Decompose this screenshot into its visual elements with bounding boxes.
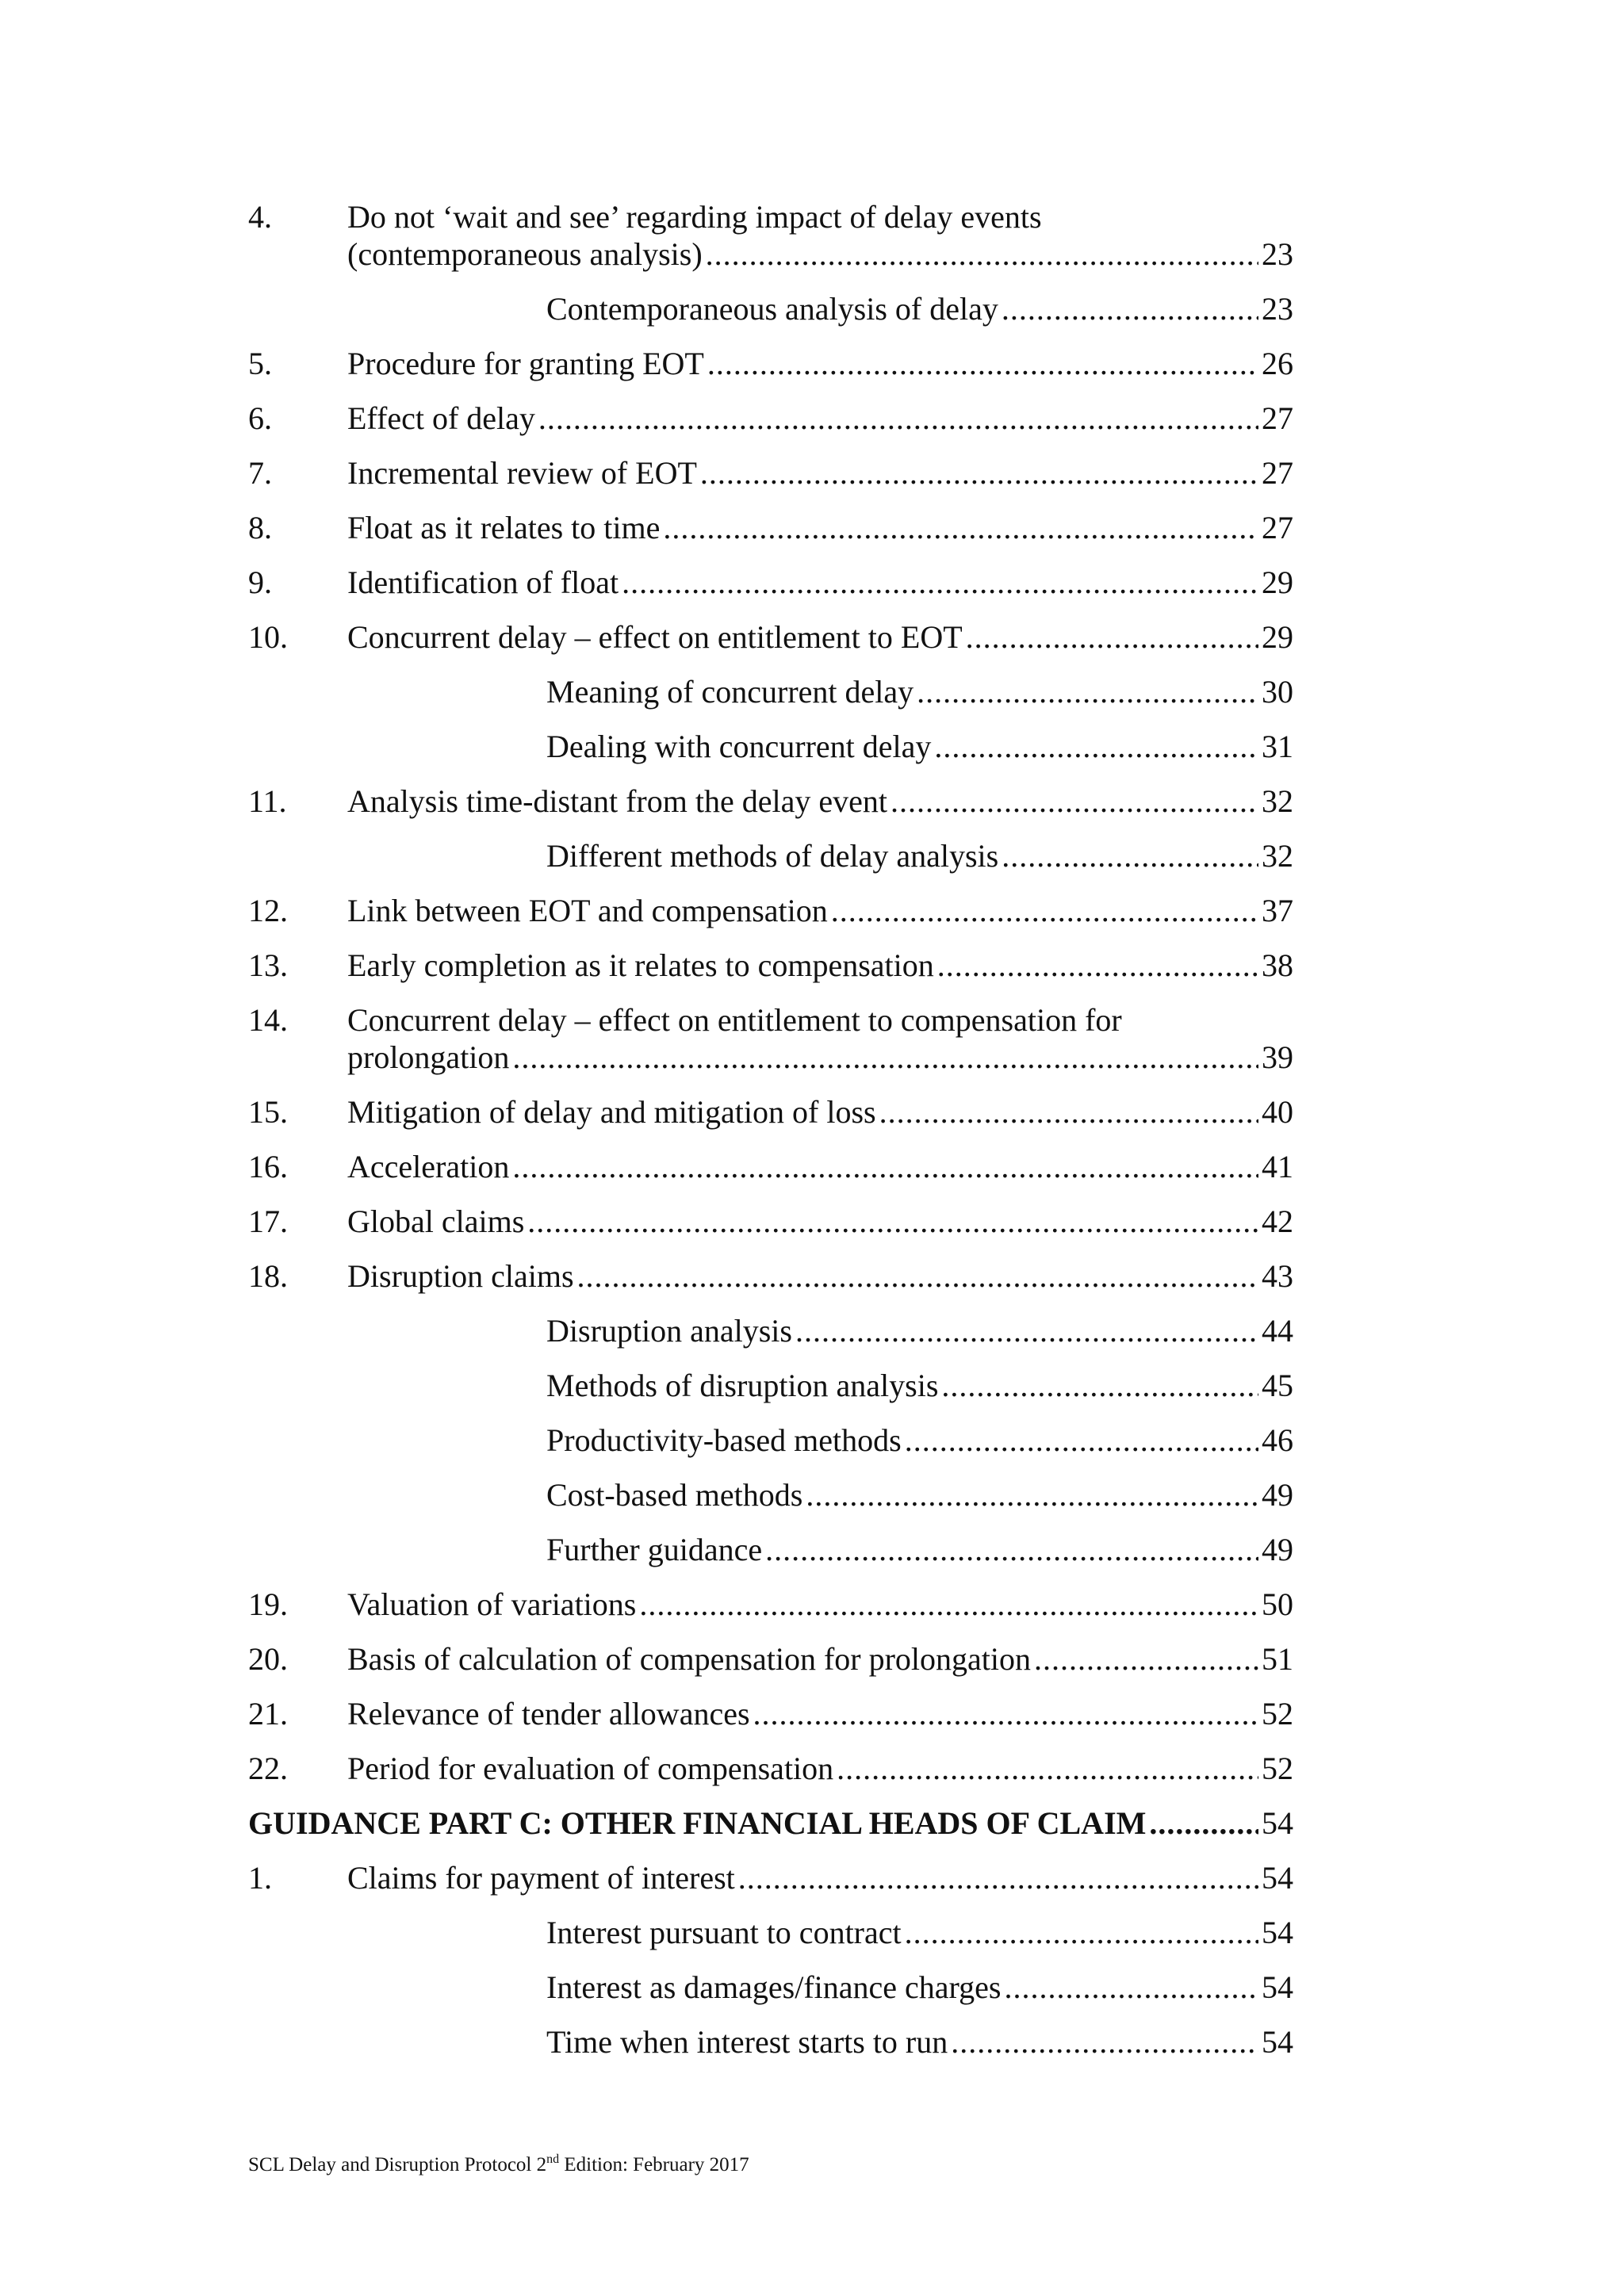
footer-superscript: nd xyxy=(546,2152,560,2166)
dot-leader xyxy=(905,1914,1258,1951)
toc-entry-title: Further guidance xyxy=(546,1532,763,1567)
dot-leader xyxy=(879,1093,1258,1131)
toc-page-number: 39 xyxy=(1262,1039,1293,1075)
toc-entry-number: 8. xyxy=(248,510,272,545)
toc-subentry[interactable] xyxy=(248,1312,1293,1349)
toc-entry[interactable] xyxy=(248,1750,1293,1787)
toc-entry-title: Disruption claims xyxy=(347,1258,574,1294)
toc-entry-number: 18. xyxy=(248,1258,288,1294)
toc-entry-line xyxy=(347,947,1293,984)
toc-entry-title: Productivity-based methods xyxy=(546,1422,902,1458)
toc-subentry[interactable] xyxy=(248,728,1293,765)
toc-entry-number: 16. xyxy=(248,1149,288,1184)
dot-leader xyxy=(512,1148,1258,1185)
toc-entry-title-line-1: Do not ‘wait and see’ regarding impact of delay events xyxy=(347,199,1042,235)
toc-entry-title-line-1: Concurrent delay – effect on entitlement to compensation for xyxy=(347,1002,1122,1038)
toc-entry-line xyxy=(347,1148,1293,1185)
dot-leader xyxy=(700,454,1258,492)
toc-entry-number: 19. xyxy=(248,1586,288,1622)
toc-subentry[interactable] xyxy=(248,1914,1293,1951)
toc-subentry[interactable] xyxy=(248,2023,1293,2061)
toc-entry-line xyxy=(347,1695,1293,1732)
dot-leader xyxy=(707,345,1258,382)
toc-page-number: 26 xyxy=(1262,346,1293,381)
toc-entry-line xyxy=(347,1093,1293,1131)
toc-entry-line xyxy=(347,783,1293,820)
toc-entry-line xyxy=(347,400,1293,437)
dot-leader xyxy=(934,728,1258,765)
dot-leader xyxy=(905,1422,1258,1459)
dot-leader xyxy=(795,1312,1258,1349)
toc-entry-line xyxy=(546,673,1293,710)
toc-entry-title: Acceleration xyxy=(347,1149,510,1184)
table-of-contents xyxy=(248,198,1293,2078)
toc-entry[interactable] xyxy=(248,509,1293,546)
toc-page-number: 23 xyxy=(1262,236,1293,272)
toc-page-number: 45 xyxy=(1262,1368,1293,1403)
toc-entry[interactable] xyxy=(248,892,1293,929)
toc-page-number: 42 xyxy=(1262,1203,1293,1239)
toc-entry-line xyxy=(546,1476,1293,1513)
dot-leader xyxy=(753,1695,1258,1732)
toc-entry-line xyxy=(546,837,1293,874)
toc-entry-title: Disruption analysis xyxy=(546,1313,792,1349)
toc-entry-title: Global claims xyxy=(347,1203,525,1239)
dot-leader xyxy=(937,947,1258,984)
toc-entry-line xyxy=(546,2023,1293,2061)
toc-entry[interactable] xyxy=(248,564,1293,601)
toc-entry-title: Relevance of tender allowances xyxy=(347,1696,750,1732)
toc-page-number: 27 xyxy=(1262,510,1293,545)
toc-entry-line xyxy=(546,728,1293,765)
dot-leader xyxy=(1002,290,1258,327)
toc-entry[interactable] xyxy=(248,454,1293,492)
toc-entry-title: Period for evaluation of compensation xyxy=(347,1751,834,1786)
toc-entry[interactable] xyxy=(248,1640,1293,1678)
toc-entry-title: Interest as damages/finance charges xyxy=(546,1969,1002,2005)
toc-page-number: 49 xyxy=(1262,1532,1293,1567)
toc-page-number: 31 xyxy=(1262,729,1293,764)
toc-entry-line xyxy=(347,509,1293,546)
toc-entry-title: Link between EOT and compensation xyxy=(347,893,828,928)
dot-leader xyxy=(1002,837,1258,874)
dot-leader xyxy=(941,1367,1258,1404)
toc-entry-number: 20. xyxy=(248,1641,288,1677)
toc-entry[interactable] xyxy=(248,1093,1293,1131)
dot-leader xyxy=(1149,1804,1258,1842)
dot-leader xyxy=(577,1257,1258,1295)
toc-entry-line xyxy=(347,1257,1293,1295)
toc-entry-title: Valuation of variations xyxy=(347,1586,637,1622)
toc-entry-title: Cost-based methods xyxy=(546,1477,803,1513)
dot-leader xyxy=(917,673,1258,710)
toc-entry-line xyxy=(347,892,1293,929)
toc-entry-line xyxy=(347,1640,1293,1678)
toc-subentry[interactable] xyxy=(248,1367,1293,1404)
toc-entry[interactable] xyxy=(248,198,1293,273)
toc-entry[interactable] xyxy=(248,345,1293,382)
toc-entry-line xyxy=(546,1312,1293,1349)
toc-entry-title: Analysis time-distant from the delay event xyxy=(347,783,887,819)
toc-page-number: 27 xyxy=(1262,455,1293,491)
dot-leader xyxy=(831,892,1258,929)
toc-page-number: 40 xyxy=(1262,1094,1293,1130)
toc-entry-line xyxy=(347,235,1293,273)
toc-entry[interactable] xyxy=(248,618,1293,656)
toc-entry-title: Mitigation of delay and mitigation of loss xyxy=(347,1094,876,1130)
dot-leader xyxy=(951,2023,1258,2061)
toc-page-number: 23 xyxy=(1262,291,1293,327)
toc-entry-number: 10. xyxy=(248,619,288,655)
toc-page-number: 38 xyxy=(1262,947,1293,983)
toc-entry-number: 22. xyxy=(248,1751,288,1786)
dot-leader xyxy=(663,509,1258,546)
toc-page-number: 54 xyxy=(1262,2024,1293,2060)
toc-entry-title: Concurrent delay – effect on entitlement to EOT xyxy=(347,619,963,655)
toc-entry-title: Claims for payment of interest xyxy=(347,1860,735,1896)
toc-entry-title: Meaning of concurrent delay xyxy=(546,674,914,710)
toc-entry-title: GUIDANCE PART C: OTHER FINANCIAL HEADS OF CLAIM xyxy=(248,1805,1147,1841)
toc-subentry[interactable] xyxy=(248,1531,1293,1568)
dot-leader xyxy=(622,564,1258,601)
toc-page-number: 54 xyxy=(1262,1969,1293,2005)
toc-entry-line xyxy=(347,1750,1293,1787)
toc-entry-line xyxy=(347,1586,1293,1623)
toc-entry[interactable] xyxy=(248,1859,1293,1896)
toc-entry[interactable] xyxy=(248,400,1293,437)
toc-page-number: 29 xyxy=(1262,564,1293,600)
toc-entry-line xyxy=(347,1039,1293,1076)
toc-entry-title: Procedure for granting EOT xyxy=(347,346,704,381)
toc-page-number: 32 xyxy=(1262,838,1293,874)
dot-leader xyxy=(738,1859,1258,1896)
toc-entry-line xyxy=(546,1422,1293,1459)
toc-entry[interactable] xyxy=(248,1148,1293,1185)
dot-leader xyxy=(765,1531,1258,1568)
dot-leader xyxy=(527,1203,1258,1240)
toc-page-number: 52 xyxy=(1262,1696,1293,1732)
dot-leader xyxy=(806,1476,1258,1513)
toc-entry-title: Time when interest starts to run xyxy=(546,2024,948,2060)
toc-entry-title: (contemporaneous analysis) xyxy=(347,236,703,272)
toc-entry-line xyxy=(546,1914,1293,1951)
toc-entry-title: Basis of calculation of compensation for prolongation xyxy=(347,1641,1032,1677)
toc-page-number: 41 xyxy=(1262,1149,1293,1184)
toc-entry-line xyxy=(347,454,1293,492)
footer-text-end: Edition: February 2017 xyxy=(559,2154,749,2175)
toc-entry-title: Methods of disruption analysis xyxy=(546,1368,939,1403)
toc-subentry[interactable] xyxy=(248,1476,1293,1513)
toc-page-number: 37 xyxy=(1262,893,1293,928)
toc-page-number: 50 xyxy=(1262,1586,1293,1622)
toc-page-number: 49 xyxy=(1262,1477,1293,1513)
toc-entry-number: 5. xyxy=(248,346,272,381)
toc-entry-line xyxy=(347,1203,1293,1240)
dot-leader xyxy=(1004,1969,1258,2006)
toc-entry[interactable] xyxy=(248,1586,1293,1623)
toc-entry-line xyxy=(347,345,1293,382)
toc-entry-number: 7. xyxy=(248,455,272,491)
toc-page-number: 44 xyxy=(1262,1313,1293,1349)
toc-page-number: 27 xyxy=(1262,400,1293,436)
toc-entry-line xyxy=(248,1804,1293,1842)
toc-entry-number: 21. xyxy=(248,1696,288,1732)
toc-entry-number: 9. xyxy=(248,564,272,600)
toc-page-number: 51 xyxy=(1262,1641,1293,1677)
toc-entry-number: 6. xyxy=(248,400,272,436)
page-footer xyxy=(248,2154,749,2176)
toc-page-number: 54 xyxy=(1262,1805,1293,1841)
toc-entry[interactable] xyxy=(248,1695,1293,1732)
dot-leader xyxy=(639,1586,1258,1623)
toc-entry-line xyxy=(347,618,1293,656)
toc-entry-title: Effect of delay xyxy=(347,400,535,436)
toc-entry-title: Incremental review of EOT xyxy=(347,455,697,491)
toc-entry[interactable] xyxy=(248,783,1293,820)
toc-entry-line xyxy=(546,1367,1293,1404)
dot-leader xyxy=(1034,1640,1258,1678)
toc-entry[interactable] xyxy=(248,1203,1293,1240)
toc-entry-number: 12. xyxy=(248,893,288,928)
toc-entry-line xyxy=(546,1531,1293,1568)
toc-entry-title: prolongation xyxy=(347,1039,510,1075)
toc-subentry[interactable] xyxy=(248,1969,1293,2006)
toc-entry-title: Interest pursuant to contract xyxy=(546,1915,902,1950)
toc-entry-number: 1. xyxy=(248,1860,272,1896)
toc-entry-number: 15. xyxy=(248,1094,288,1130)
toc-subentry[interactable] xyxy=(248,837,1293,874)
toc-entry[interactable] xyxy=(248,947,1293,984)
toc-subentry[interactable] xyxy=(248,673,1293,710)
toc-page-number: 30 xyxy=(1262,674,1293,710)
toc-entry-number: 17. xyxy=(248,1203,288,1239)
toc-subentry[interactable] xyxy=(248,290,1293,327)
toc-entry-title: Identification of float xyxy=(347,564,619,600)
toc-page-number: 43 xyxy=(1262,1258,1293,1294)
toc-page-number: 29 xyxy=(1262,619,1293,655)
dot-leader xyxy=(837,1750,1258,1787)
toc-subentry[interactable] xyxy=(248,1422,1293,1459)
toc-entry-number: 13. xyxy=(248,947,288,983)
dot-leader xyxy=(512,1039,1258,1076)
toc-entry-line xyxy=(347,564,1293,601)
toc-entry-number: 14. xyxy=(248,1002,288,1038)
toc-entry[interactable] xyxy=(248,1257,1293,1295)
toc-entry-number: 11. xyxy=(248,783,287,819)
footer-text-start: SCL Delay and Disruption Protocol 2 xyxy=(248,2154,547,2175)
toc-page-number: 54 xyxy=(1262,1915,1293,1950)
toc-page-number: 52 xyxy=(1262,1751,1293,1786)
toc-entry-title: Early completion as it relates to compensation xyxy=(347,947,934,983)
toc-entry-number: 4. xyxy=(248,199,272,235)
dot-leader xyxy=(538,400,1258,437)
dot-leader xyxy=(966,618,1258,656)
toc-page-number: 54 xyxy=(1262,1860,1293,1896)
toc-entry-title: Float as it relates to time xyxy=(347,510,661,545)
toc-entry-line xyxy=(546,290,1293,327)
toc-entry-title: Different methods of delay analysis xyxy=(546,838,999,874)
toc-entry-title: Contemporaneous analysis of delay xyxy=(546,291,998,327)
dot-leader xyxy=(891,783,1258,820)
toc-section-heading[interactable] xyxy=(248,1804,1293,1842)
toc-entry-line xyxy=(347,1859,1293,1896)
toc-page-number: 46 xyxy=(1262,1422,1293,1458)
toc-entry[interactable] xyxy=(248,1001,1293,1076)
toc-entry-title: Dealing with concurrent delay xyxy=(546,729,932,764)
toc-page-number: 32 xyxy=(1262,783,1293,819)
dot-leader xyxy=(706,235,1258,273)
toc-entry-line xyxy=(546,1969,1293,2006)
